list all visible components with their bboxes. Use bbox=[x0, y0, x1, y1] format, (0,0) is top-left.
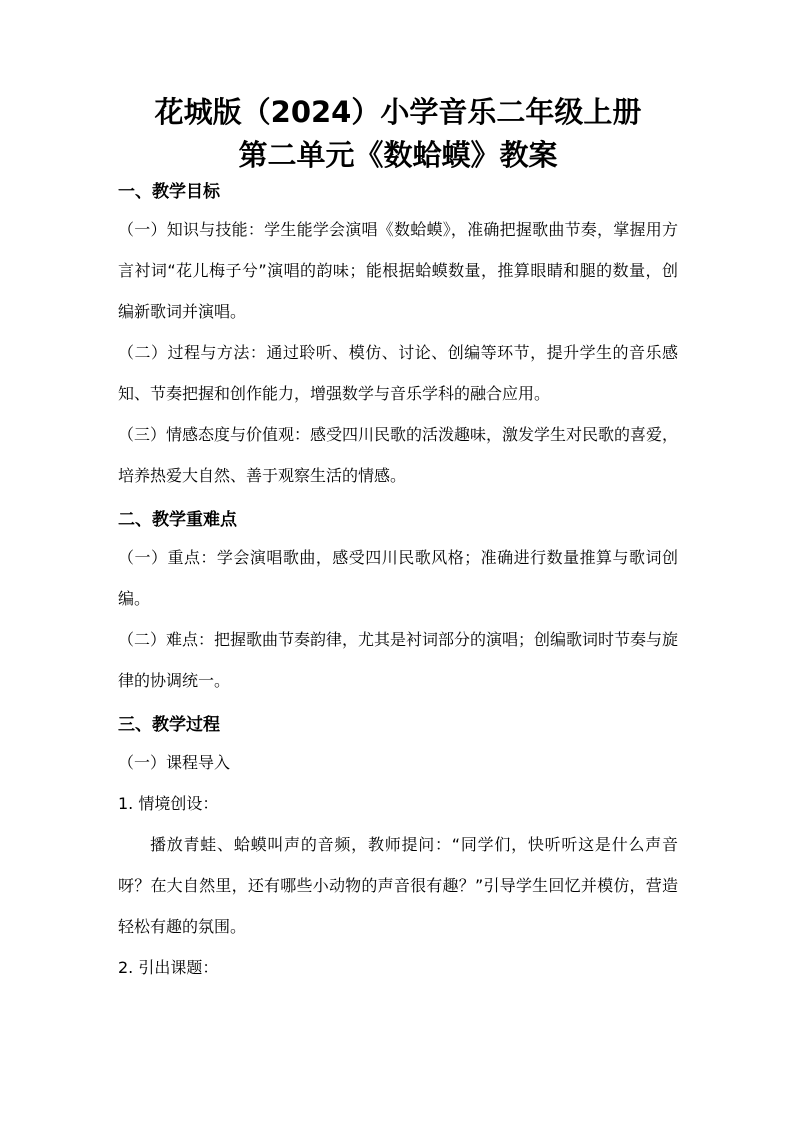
document-title-line1: 花城版（2024）小学音乐二年级上册 bbox=[154, 95, 642, 129]
paragraph-scene-detail: 播放青蛙、蛤蟆叫声的音频，教师提问：“同学们，快听听这是什么声音呀？在大自然里，还有哪些小动物的声音很有趣？”引导学生回忆并模仿，营造轻松有趣的氛围。 bbox=[118, 835, 678, 936]
section-heading-key-points: 二、教学重难点 bbox=[118, 510, 237, 530]
paragraph-key-point: （一）重点：学会演唱歌曲，感受四川民歌风格；准确进行数量推算与歌词创编。 bbox=[118, 548, 678, 608]
paragraph-emotion-values: （三）情感态度与价值观：感受四川民歌的活泼趣味，激发学生对民歌的喜爱，培养热爱大自然、善于观察生活的情感。 bbox=[118, 425, 679, 485]
paragraph-introduce-topic: 2. 引出课题： bbox=[118, 958, 219, 977]
paragraph-knowledge-skills: （一）知识与技能：学生能学会演唱《数蛤蟆》，准确把握歌曲节奏，掌握用方言衬词“花儿梅子兮”演唱的韵味；能根据蛤蟆数量，推算眼睛和腿的数量，创编新歌词并演唱。 bbox=[118, 220, 678, 321]
document-title-line2: 第二单元《数蛤蟆》教案 bbox=[238, 138, 558, 172]
document-page bbox=[118, 92, 678, 988]
paragraph-scene-setup: 1. 情境创设： bbox=[118, 794, 219, 813]
section-heading-process: 三、教学过程 bbox=[118, 715, 220, 735]
paragraph-course-intro: （一）课程导入 bbox=[118, 753, 231, 772]
paragraph-difficulty: （二）难点：把握歌曲节奏韵律，尤其是衬词部分的演唱；创编歌词时节奏与旋律的协调统一。 bbox=[118, 630, 679, 690]
section-heading-objectives: 一、教学目标 bbox=[118, 182, 220, 202]
paragraph-process-methods: （二）过程与方法：通过聆听、模仿、讨论、创编等环节，提升学生的音乐感知、节奏把握和创作能力，增强数学与音乐学科的融合应用。 bbox=[118, 343, 678, 403]
